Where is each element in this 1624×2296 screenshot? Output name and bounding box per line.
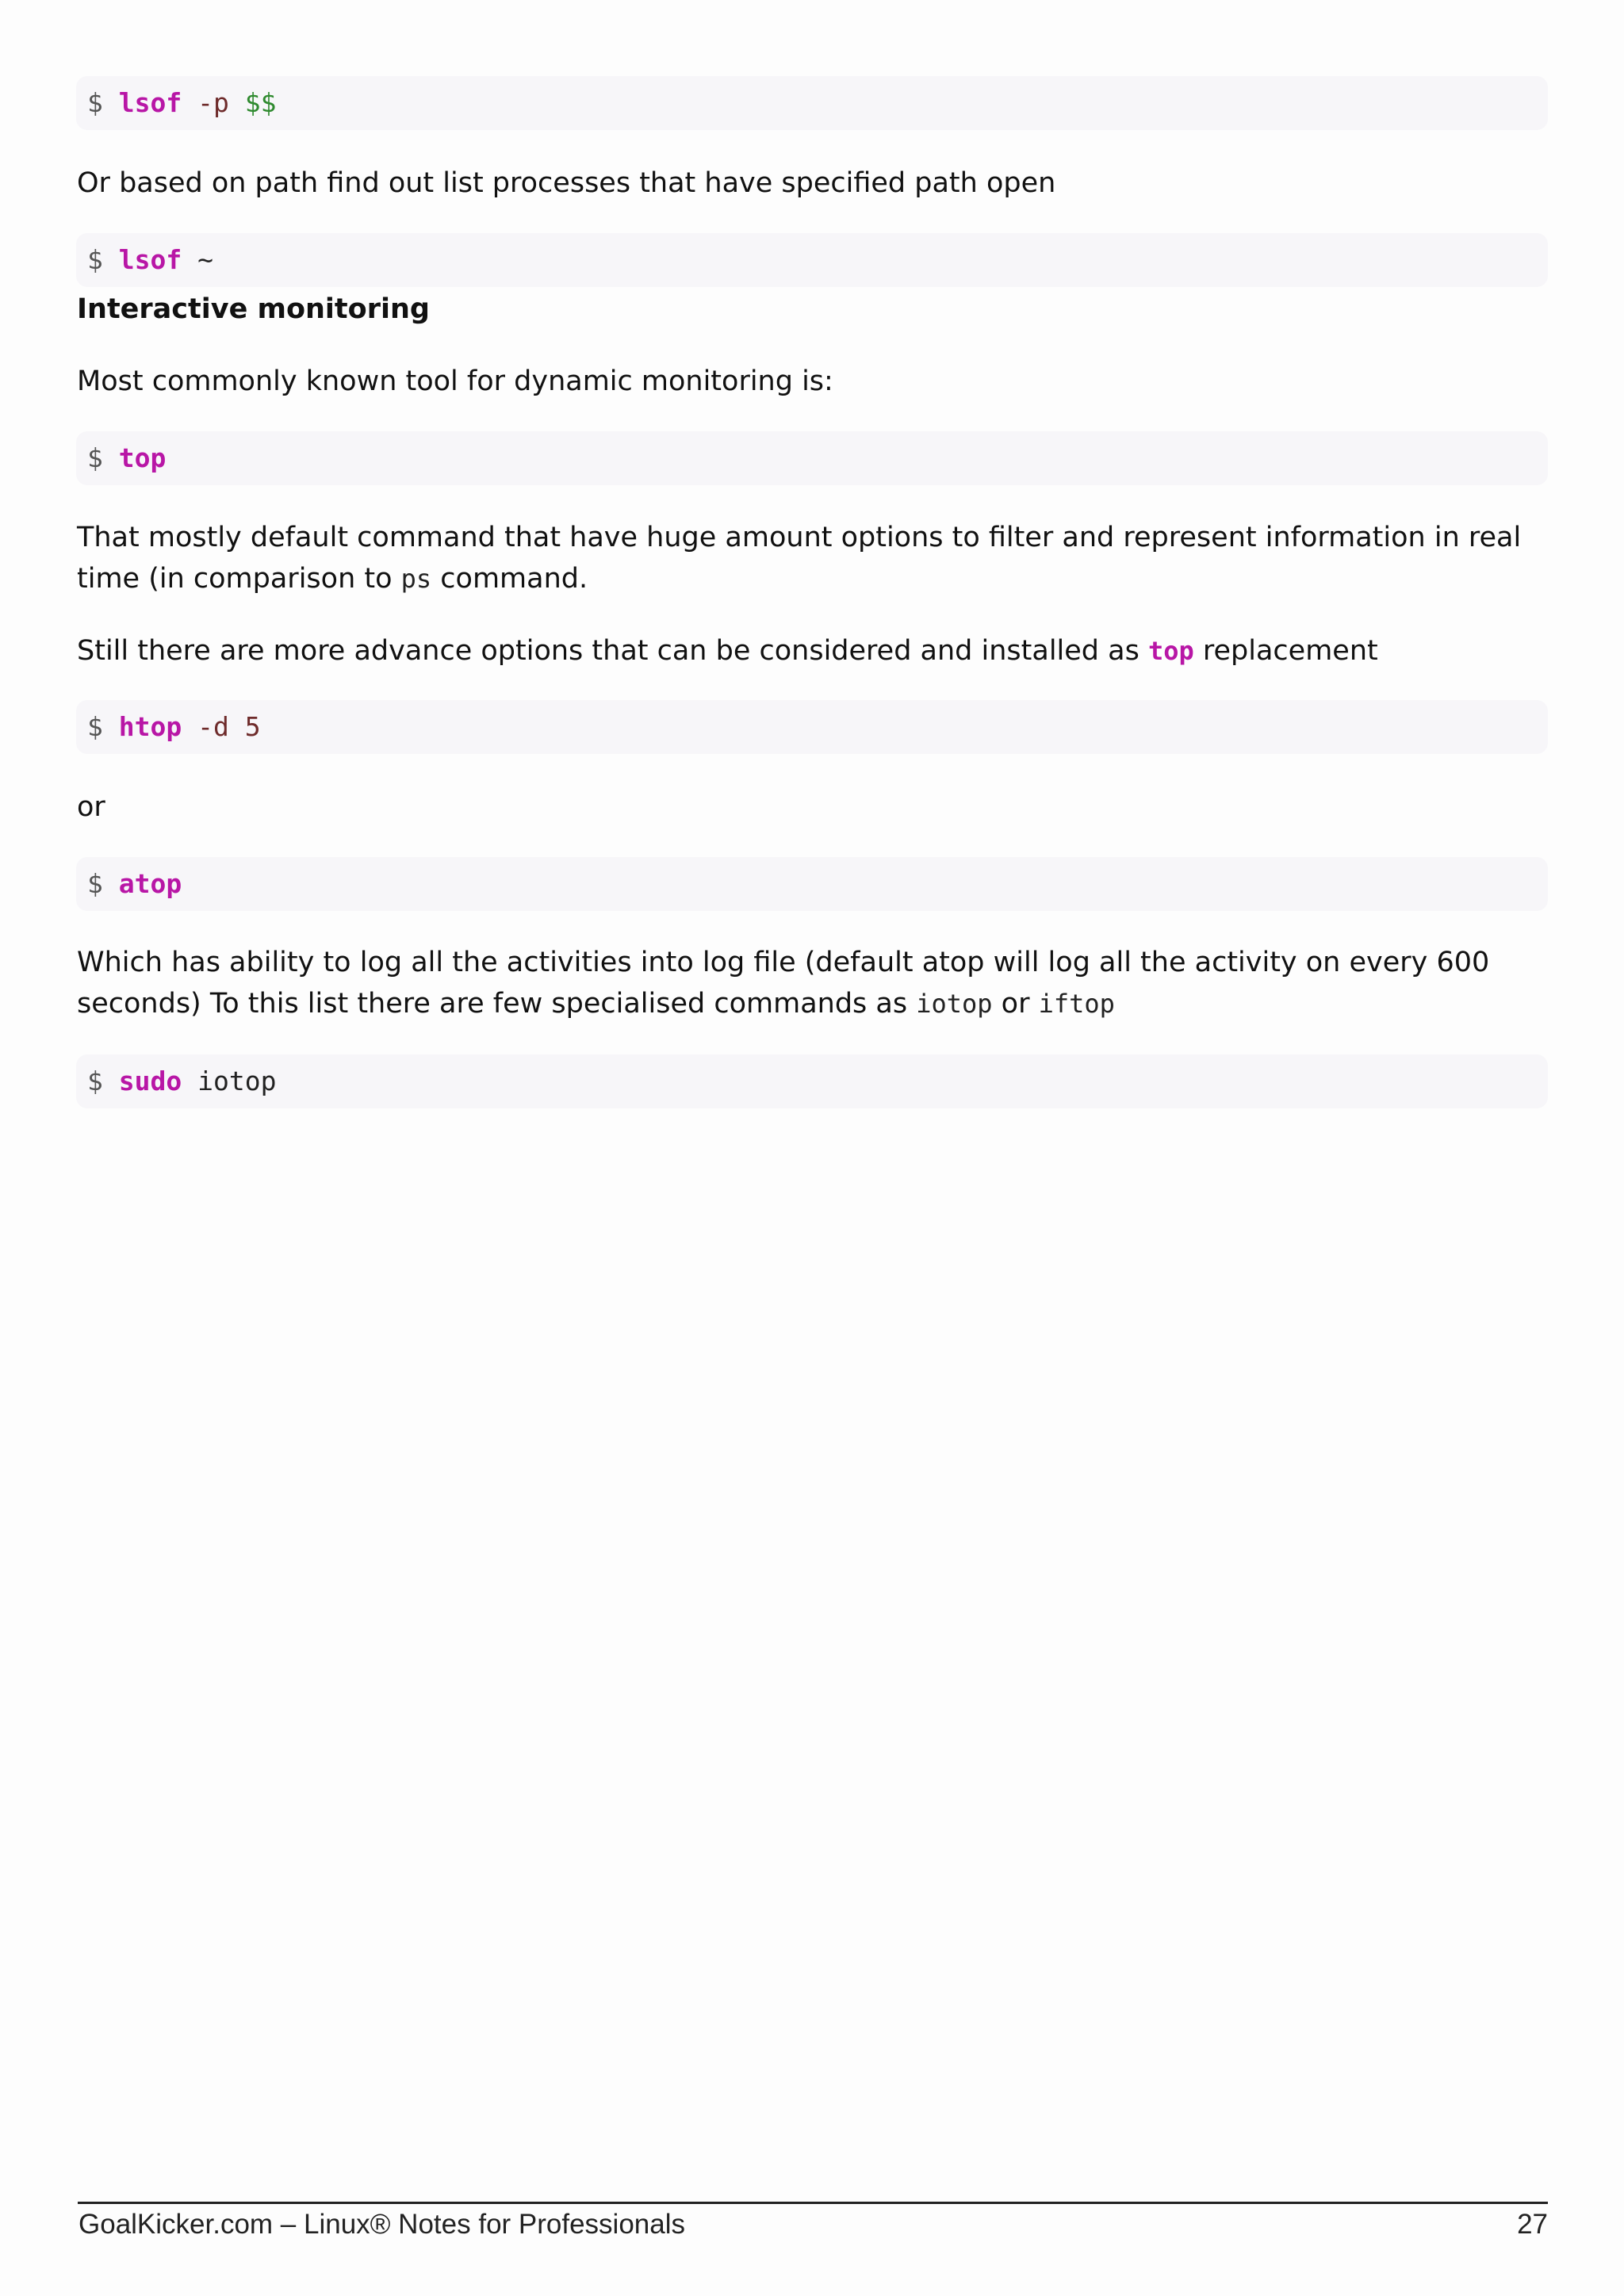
- code-prompt: $: [87, 244, 103, 275]
- code-command: htop: [118, 711, 182, 742]
- code-block-atop: [76, 857, 1548, 911]
- code-prompt: $: [87, 711, 103, 742]
- code-command: sudo: [118, 1066, 182, 1096]
- paragraph-atop-logging: [77, 942, 1552, 1024]
- code-prompt: $: [87, 442, 103, 473]
- code-block-top: [76, 431, 1548, 485]
- paragraph-path-processes: Or based on path find out list processes that have specified path open: [77, 167, 1056, 199]
- inline-code-ps: ps: [400, 564, 432, 594]
- inline-code-iftop: iftop: [1038, 989, 1115, 1019]
- footer-divider: [78, 2202, 1548, 2204]
- paragraph-top-description: [77, 517, 1552, 599]
- code-command: top: [118, 442, 167, 473]
- paragraph-text: or: [992, 988, 1039, 1020]
- code-block-lsof-p: [76, 76, 1548, 130]
- code-command: lsof: [118, 244, 182, 275]
- code-argument: -p: [197, 87, 229, 118]
- page-number: 27: [1517, 2209, 1548, 2240]
- paragraph-text: replacement: [1193, 635, 1378, 667]
- paragraph-text: Which has ability to log all the activities into log file (default atop will log all the activity on every 600 seconds) To this list there are few specialised commands as: [77, 947, 1490, 1020]
- paragraph-dynamic-monitoring: Most commonly known tool for dynamic monitoring is:: [77, 365, 833, 397]
- paragraph-text: That mostly default command that have huge amount options to filter and represent information in real time (in comparison to: [77, 522, 1522, 595]
- paragraph-advanced-options: [77, 630, 1552, 672]
- code-prompt: $: [87, 1066, 103, 1096]
- paragraph-text: command.: [431, 563, 588, 595]
- code-argument: iotop: [197, 1066, 277, 1096]
- code-block-sudo-iotop: [76, 1054, 1548, 1108]
- paragraph-or: or: [77, 791, 105, 823]
- inline-code-top: top: [1147, 636, 1194, 666]
- section-heading: Interactive monitoring: [77, 293, 430, 325]
- code-command: lsof: [118, 87, 182, 118]
- footer-source: GoalKicker.com – Linux® Notes for Professionals: [79, 2209, 686, 2240]
- code-argument: -d 5: [197, 711, 261, 742]
- code-variable: $$: [244, 87, 277, 118]
- code-command: atop: [118, 868, 182, 899]
- code-block-htop: [76, 700, 1548, 754]
- paragraph-text: Still there are more advance options that can be considered and installed as: [77, 635, 1148, 667]
- code-prompt: $: [87, 868, 103, 899]
- code-block-lsof-home: [76, 233, 1548, 287]
- code-argument: ~: [197, 244, 213, 275]
- code-prompt: $: [87, 87, 103, 118]
- inline-code-iotop: iotop: [916, 989, 993, 1019]
